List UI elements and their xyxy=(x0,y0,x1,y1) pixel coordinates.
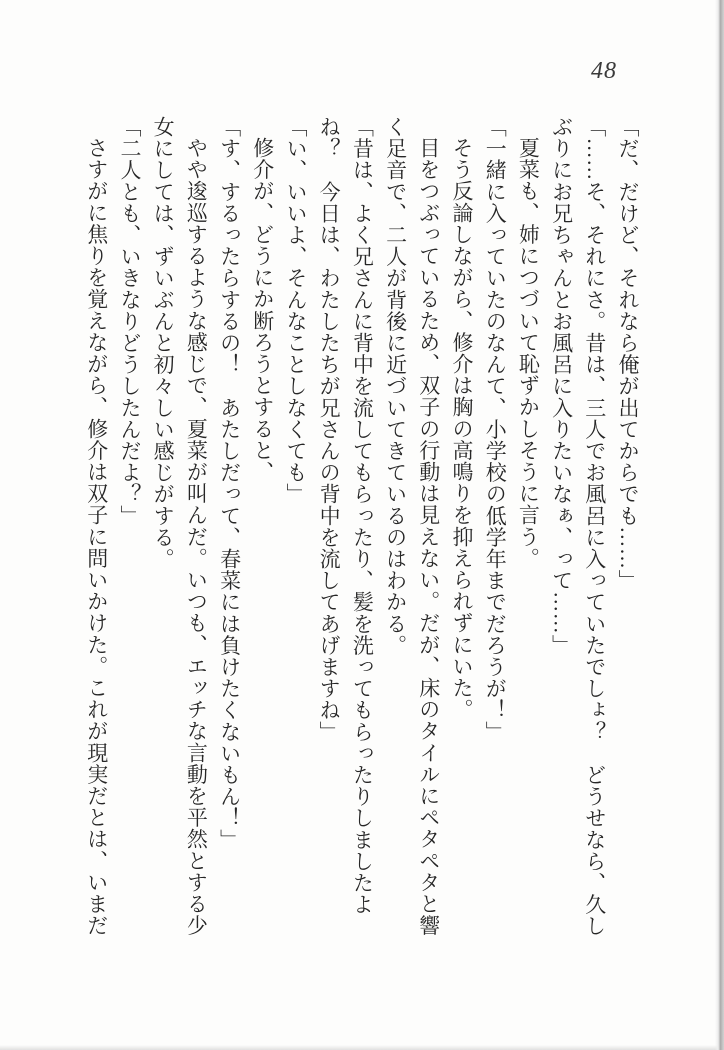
text-column: 「一緒に入っていたのなんて、小学校の低学年までだろうが！」 xyxy=(483,116,508,743)
text-column: そう反論しながら、修介は胸の高鳴りを抑えられずにいた。 xyxy=(449,137,474,721)
text-column: 「い、いいよ、そんなことしなくても」 xyxy=(283,116,308,505)
page-edge-right-shadow xyxy=(715,0,724,1050)
text-column: 「す、するったらするの！ あたしだって、春菜には負けたくないもん！」 xyxy=(217,116,242,851)
text-column: 「二人とも、いきなりどうしたんだよ？」 xyxy=(117,116,142,527)
text-block xyxy=(80,116,644,944)
text-column: 「……そ、それにさ。昔は、三人でお風呂に入っていたでしょ？ どうせなら、久し xyxy=(582,116,607,937)
text-column: 目をつぶっているため、双子の行動は見えない。だが、床のタイルにペタペタと響 xyxy=(416,137,441,937)
text-column: 修介が、どうにか断ろうとすると、 xyxy=(250,137,275,483)
text-column: 夏菜も、姉につづいて恥ずかしそうに言う。 xyxy=(516,137,541,569)
text-column: やや逡巡するような感じで、夏菜が叫んだ。いつも、エッチな言動を平然とする少 xyxy=(184,137,209,937)
text-column: ね？ 今日は、わたしたちが兄さんの背中を流してあげますね」 xyxy=(317,116,342,743)
text-column: 女にしては、ずいぶんと初々しい感じがする。 xyxy=(151,116,176,570)
text-column: さすがに焦りを覚えながら、修介は双子に問いかけた。これが現実だとは、いまだ xyxy=(84,137,109,937)
page-number: 48 xyxy=(591,58,617,84)
text-column: 「昔は、よく兄さんに背中を流してもらったり、髪を洗ってもらったりしましたよ xyxy=(350,116,375,916)
text-column: く足音で、二人が背後に近づいてきているのはわかる。 xyxy=(383,116,408,656)
page-edge-bottom-shadow xyxy=(0,1045,724,1050)
text-column: ぶりにお兄ちゃんとお風呂に入りたいなぁ、って……」 xyxy=(549,116,574,656)
text-column: 「だ、だけど、それなら俺が出てからでも……」 xyxy=(616,116,640,592)
